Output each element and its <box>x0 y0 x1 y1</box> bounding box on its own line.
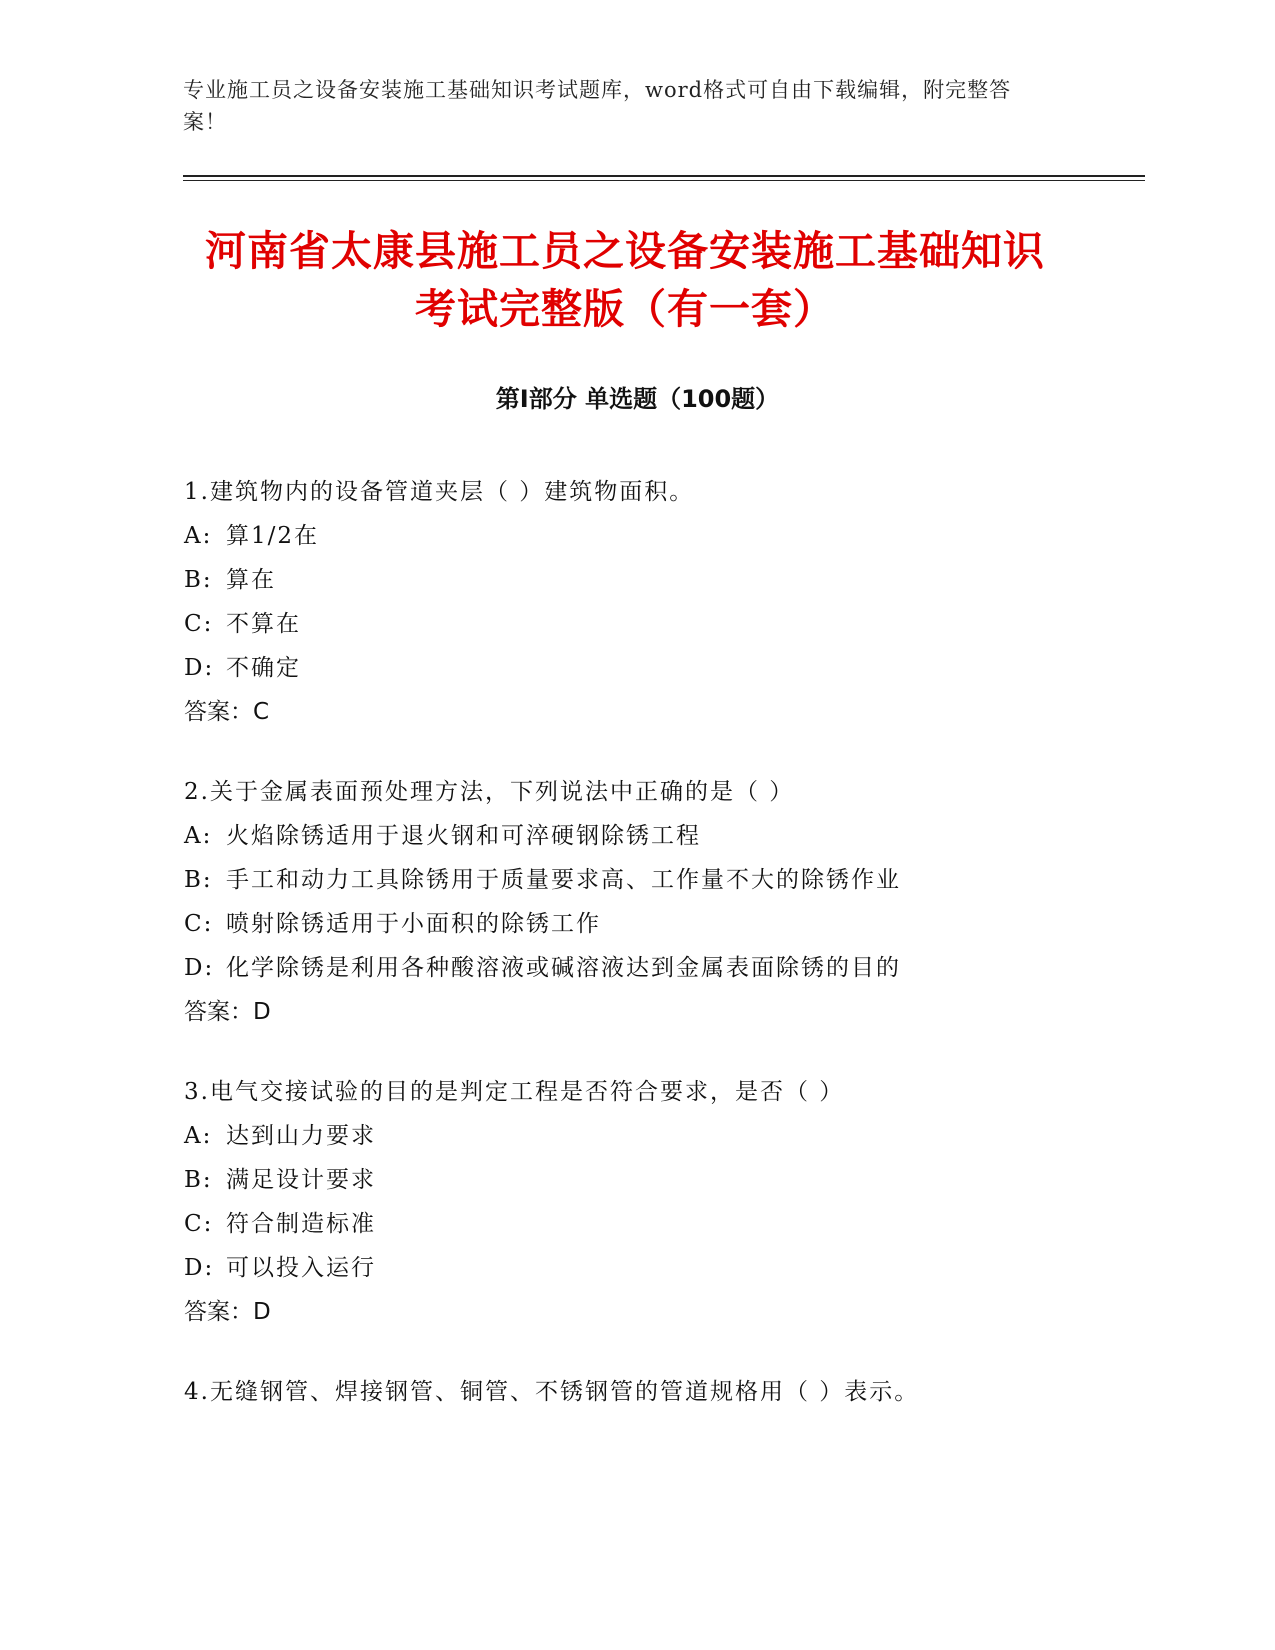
answer <box>184 690 1084 734</box>
question-stem: 3.电气交接试验的目的是判定工程是否符合要求，是否（ ） <box>184 1079 845 1105</box>
option-letter: C: <box>184 911 214 937</box>
section-heading: 第Ⅰ部分 单选题（100题） <box>495 385 780 413</box>
question-2 <box>184 770 1084 1034</box>
header-rule-thick <box>183 175 1145 177</box>
option-letter: A: <box>184 523 213 549</box>
option-letter: D: <box>184 1255 215 1281</box>
question-list <box>184 470 1084 1450</box>
option-letter: B: <box>184 1167 213 1193</box>
option-letter: B: <box>184 867 213 893</box>
option-text: 喷射除锈适用于小面积的除锈工作 <box>226 911 601 937</box>
option-text: 符合制造标准 <box>226 1211 376 1237</box>
option-text: 达到山力要求 <box>226 1123 376 1149</box>
option-letter: A: <box>184 823 213 849</box>
option-letter: D: <box>184 655 215 681</box>
option-letter: C: <box>184 1211 214 1237</box>
option-a <box>184 514 1084 558</box>
option-b <box>184 858 1084 902</box>
option-text: 算1/2在 <box>226 523 320 549</box>
question-stem: 2.关于金属表面预处理方法，下列说法中正确的是（ ） <box>184 779 795 805</box>
option-letter: B: <box>184 567 213 593</box>
option-d <box>184 946 1084 990</box>
option-letter: A: <box>184 1123 213 1149</box>
page-title: 河南省太康县施工员之设备安装施工基础知识考试完整版（有一套） <box>205 227 1045 333</box>
question-4 <box>184 1370 1084 1414</box>
header-note: 专业施工员之设备安装施工基础知识考试题库，word格式可自由下载编辑，附完整答案！ <box>183 78 1012 134</box>
option-letter: C: <box>184 611 214 637</box>
option-a <box>184 1114 1084 1158</box>
option-text: 满足设计要求 <box>226 1167 376 1193</box>
option-c <box>184 902 1084 946</box>
question-1 <box>184 470 1084 734</box>
answer-prefix: 答案： <box>184 999 253 1025</box>
question-stem: 1.建筑物内的设备管道夹层（ ）建筑物面积。 <box>184 479 695 505</box>
option-letter: D: <box>184 955 215 981</box>
question-3 <box>184 1070 1084 1334</box>
option-text: 火焰除锈适用于退火钢和可淬硬钢除锈工程 <box>226 823 701 849</box>
answer-prefix: 答案： <box>184 699 253 725</box>
option-a <box>184 814 1084 858</box>
option-d <box>184 646 1084 690</box>
answer-value: C <box>253 699 270 725</box>
option-text: 可以投入运行 <box>226 1255 376 1281</box>
option-text: 手工和动力工具除锈用于质量要求高、工作量不大的除锈作业 <box>226 867 901 893</box>
header-rule-thin <box>183 180 1145 181</box>
option-b <box>184 558 1084 602</box>
answer-prefix: 答案： <box>184 1299 253 1325</box>
option-c <box>184 602 1084 646</box>
option-text: 算在 <box>226 567 276 593</box>
option-text: 化学除锈是利用各种酸溶液或碱溶液达到金属表面除锈的目的 <box>226 955 901 981</box>
answer-value: D <box>253 999 271 1025</box>
option-d <box>184 1246 1084 1290</box>
option-c <box>184 1202 1084 1246</box>
answer <box>184 1290 1084 1334</box>
answer <box>184 990 1084 1034</box>
question-stem: 4.无缝钢管、焊接钢管、铜管、不锈钢管的管道规格用（ ）表示。 <box>184 1379 920 1405</box>
option-b <box>184 1158 1084 1202</box>
option-text: 不确定 <box>226 655 301 681</box>
answer-value: D <box>253 1299 271 1325</box>
option-text: 不算在 <box>226 611 301 637</box>
